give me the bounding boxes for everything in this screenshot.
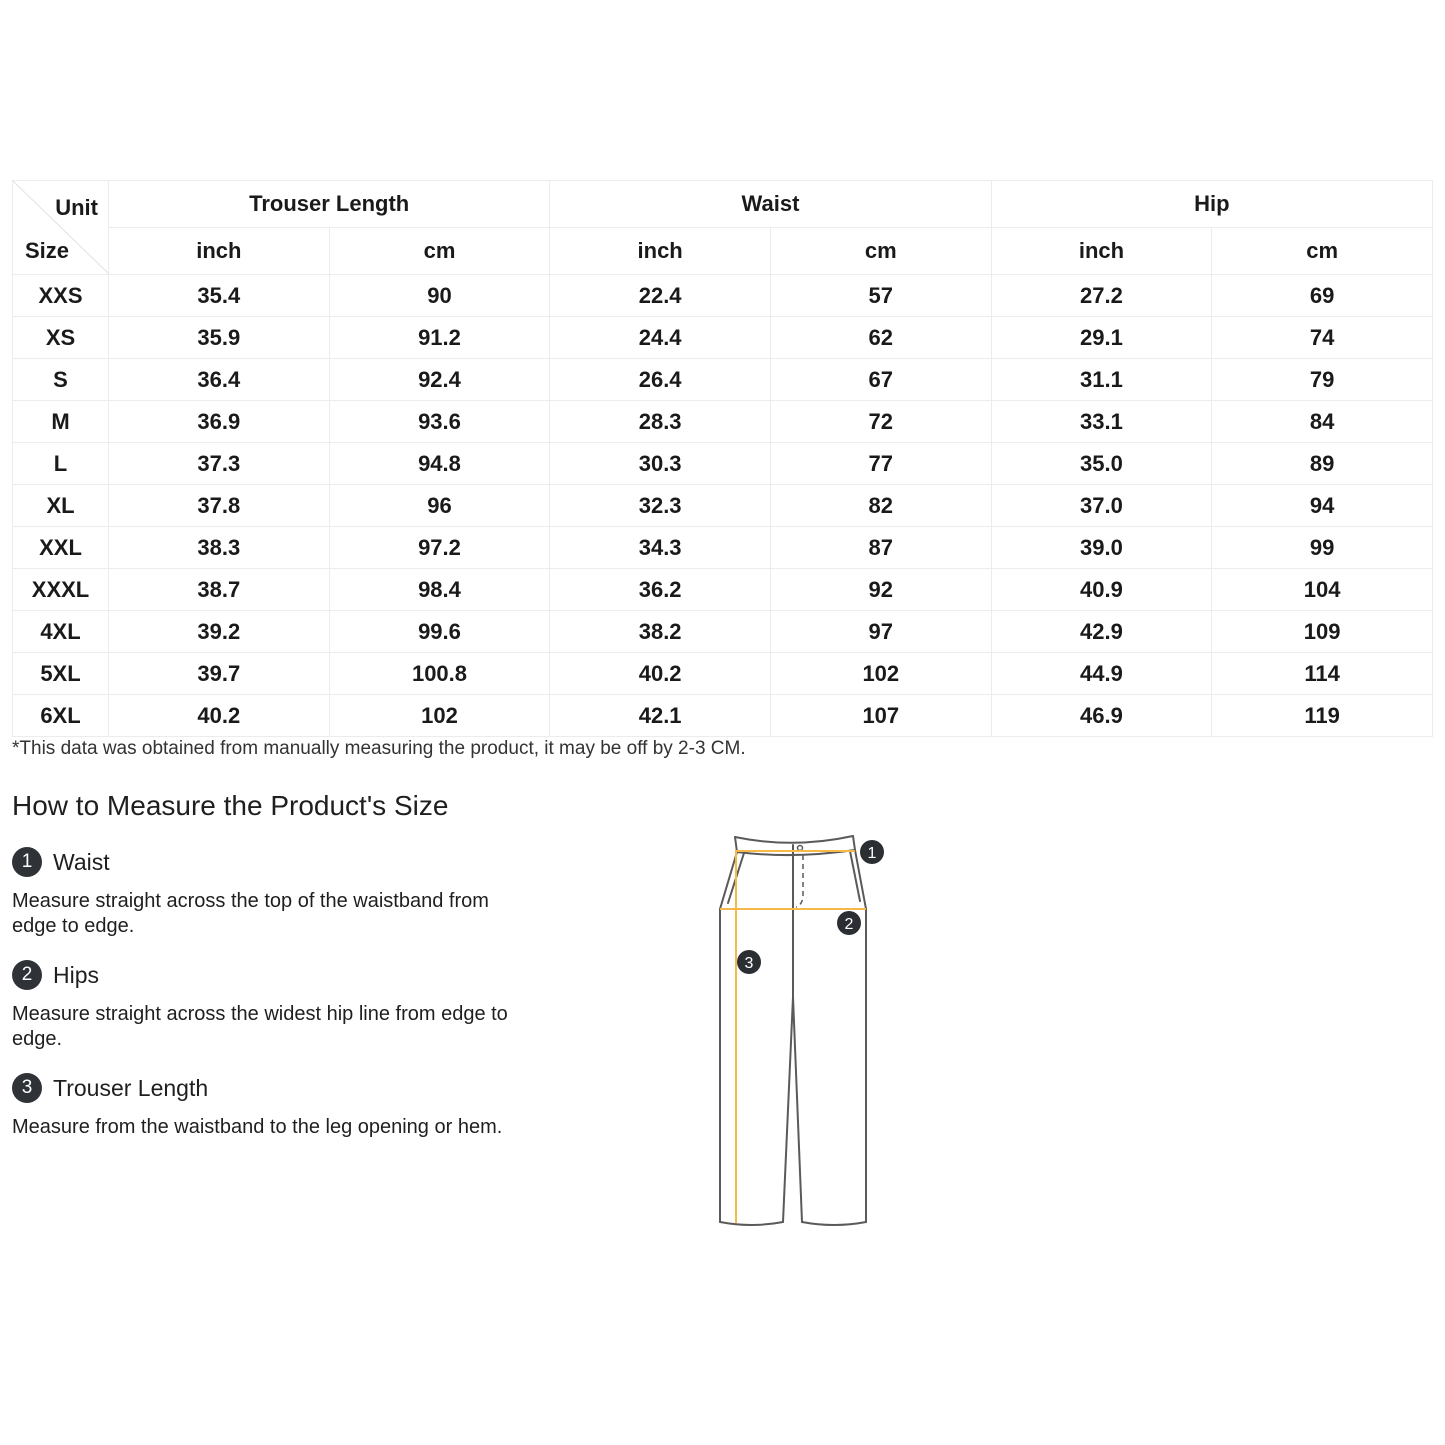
size-label-cell: XL [13, 485, 109, 527]
measurement-cell: 114 [1212, 653, 1433, 695]
table-row [13, 611, 1433, 653]
measurement-note: *This data was obtained from manually measuring the product, it may be off by 2-3 CM. [12, 738, 746, 759]
table-row [13, 275, 1433, 317]
trouser-measurement-diagram [700, 825, 900, 1240]
measurement-cell: 69 [1212, 275, 1433, 317]
step-description: Measure straight across the top of the waistband from edge to edge. [12, 890, 489, 937]
measurement-cell: 102 [770, 653, 991, 695]
size-label-cell: L [13, 443, 109, 485]
unit-header: cm [1212, 228, 1433, 275]
measurement-cell: 82 [770, 485, 991, 527]
measurement-cell: 102 [329, 695, 550, 737]
measurement-cell: 93.6 [329, 401, 550, 443]
step-hips [12, 958, 532, 1052]
step-number-badge: 1 [12, 847, 42, 877]
measurement-cell: 37.8 [109, 485, 330, 527]
trouser-outline-icon [700, 825, 900, 1235]
measurement-cell: 37.0 [991, 485, 1212, 527]
group-header-waist: Waist [550, 181, 991, 228]
table-row [13, 653, 1433, 695]
measurement-cell: 40.2 [109, 695, 330, 737]
unit-header: cm [770, 228, 991, 275]
measurement-cell: 57 [770, 275, 991, 317]
unit-header: cm [329, 228, 550, 275]
size-chart-table [12, 180, 1433, 737]
measurement-cell: 104 [1212, 569, 1433, 611]
measurement-cell: 97.2 [329, 527, 550, 569]
size-label-cell: 6XL [13, 695, 109, 737]
table-row [13, 359, 1433, 401]
table-row [13, 569, 1433, 611]
measurement-cell: 39.7 [109, 653, 330, 695]
measurement-cell: 39.0 [991, 527, 1212, 569]
table-row [13, 485, 1433, 527]
measurement-cell: 38.7 [109, 569, 330, 611]
table-row [13, 695, 1433, 737]
measurement-cell: 37.3 [109, 443, 330, 485]
measurement-cell: 42.1 [550, 695, 771, 737]
measurement-cell: 39.2 [109, 611, 330, 653]
measurement-cell: 97 [770, 611, 991, 653]
measurement-cell: 107 [770, 695, 991, 737]
step-description: Measure straight across the widest hip line from edge to edge. [12, 1003, 508, 1050]
measurement-cell: 99 [1212, 527, 1433, 569]
measurement-cell: 24.4 [550, 317, 771, 359]
measurement-cell: 28.3 [550, 401, 771, 443]
unit-header: inch [109, 228, 330, 275]
table-row [13, 317, 1433, 359]
svg-text:1: 1 [867, 845, 877, 862]
table-row [13, 443, 1433, 485]
table-corner-cell [13, 181, 109, 275]
measurement-cell: 40.2 [550, 653, 771, 695]
measurement-cell: 40.9 [991, 569, 1212, 611]
measurement-cell: 30.3 [550, 443, 771, 485]
size-label-cell: XXS [13, 275, 109, 317]
measurement-cell: 36.2 [550, 569, 771, 611]
measurement-cell: 72 [770, 401, 991, 443]
measurement-cell: 87 [770, 527, 991, 569]
measurement-cell: 36.4 [109, 359, 330, 401]
size-label-cell: XXXL [13, 569, 109, 611]
measurement-cell: 109 [1212, 611, 1433, 653]
howto-title: How to Measure the Product's Size [12, 790, 449, 821]
measurement-cell: 38.2 [550, 611, 771, 653]
measurement-cell: 94.8 [329, 443, 550, 485]
measurement-cell: 94 [1212, 485, 1433, 527]
size-label-cell: XS [13, 317, 109, 359]
step-title: Hips [53, 961, 100, 988]
measurement-cell: 36.9 [109, 401, 330, 443]
measurement-cell: 100.8 [329, 653, 550, 695]
size-table-body [13, 275, 1433, 737]
step-description: Measure from the waistband to the leg opening or hem. [12, 1116, 503, 1138]
measurement-cell: 32.3 [550, 485, 771, 527]
measurement-cell: 22.4 [550, 275, 771, 317]
measurement-cell: 96 [329, 485, 550, 527]
size-label-cell: S [13, 359, 109, 401]
measurement-cell: 29.1 [991, 317, 1212, 359]
corner-size-label: Size [25, 238, 70, 263]
step-title: Trouser Length [53, 1074, 209, 1101]
unit-header: inch [550, 228, 771, 275]
measurement-cell: 46.9 [991, 695, 1212, 737]
measurement-cell: 42.9 [991, 611, 1212, 653]
step-title: Waist [53, 848, 110, 875]
table-row [13, 527, 1433, 569]
measurement-cell: 119 [1212, 695, 1433, 737]
measurement-cell: 62 [770, 317, 991, 359]
marker-2-icon [837, 911, 861, 935]
measurement-cell: 35.0 [991, 443, 1212, 485]
step-trouser-length [12, 1071, 532, 1140]
table-row [13, 401, 1433, 443]
svg-text:2: 2 [844, 916, 854, 933]
size-label-cell: XXL [13, 527, 109, 569]
measurement-cell: 77 [770, 443, 991, 485]
measurement-cell: 90 [329, 275, 550, 317]
measurement-cell: 27.2 [991, 275, 1212, 317]
measurement-cell: 33.1 [991, 401, 1212, 443]
measurement-cell: 38.3 [109, 527, 330, 569]
step-number-badge: 2 [12, 960, 42, 990]
measurement-cell: 74 [1212, 317, 1433, 359]
svg-text:3: 3 [744, 955, 754, 972]
measurement-cell: 92 [770, 569, 991, 611]
marker-3-icon [737, 950, 761, 974]
measurement-cell: 89 [1212, 443, 1433, 485]
corner-unit-label: Unit [55, 195, 98, 220]
group-header-trouser-length: Trouser Length [109, 181, 550, 228]
measurement-cell: 35.4 [109, 275, 330, 317]
measurement-cell: 31.1 [991, 359, 1212, 401]
marker-1-icon [860, 840, 884, 864]
measurement-cell: 92.4 [329, 359, 550, 401]
size-label-cell: 5XL [13, 653, 109, 695]
step-waist [12, 845, 532, 939]
measurement-cell: 44.9 [991, 653, 1212, 695]
measurement-cell: 34.3 [550, 527, 771, 569]
measurement-cell: 84 [1212, 401, 1433, 443]
measurement-cell: 67 [770, 359, 991, 401]
group-header-hip: Hip [991, 181, 1432, 228]
measurement-cell: 91.2 [329, 317, 550, 359]
unit-header: inch [991, 228, 1212, 275]
measurement-cell: 35.9 [109, 317, 330, 359]
measurement-cell: 26.4 [550, 359, 771, 401]
size-label-cell: M [13, 401, 109, 443]
step-number-badge: 3 [12, 1073, 42, 1103]
measurement-cell: 98.4 [329, 569, 550, 611]
measurement-cell: 99.6 [329, 611, 550, 653]
size-label-cell: 4XL [13, 611, 109, 653]
measurement-cell: 79 [1212, 359, 1433, 401]
